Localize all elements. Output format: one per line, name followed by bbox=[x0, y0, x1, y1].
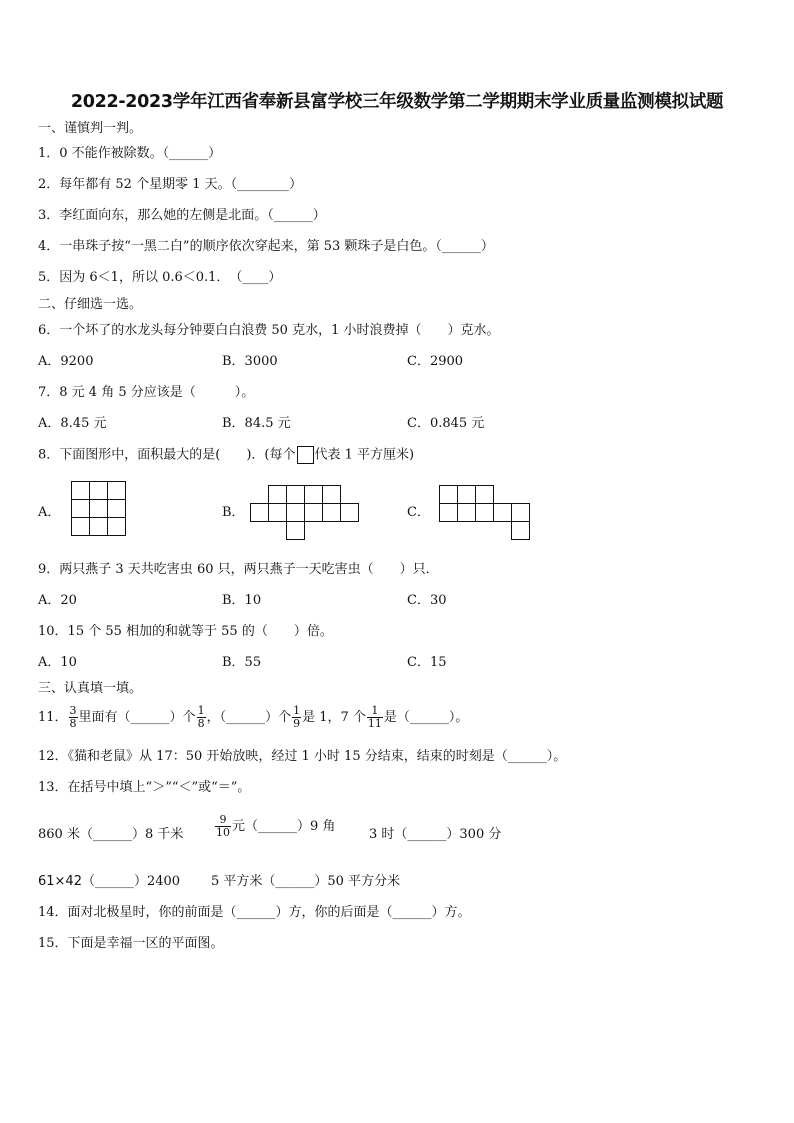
fraction-numerator: 1 bbox=[197, 704, 205, 717]
question-5: 5．因为 6＜1，所以 0.6＜0.1． （____） bbox=[38, 270, 282, 285]
q6-option-b: B．3000 bbox=[222, 354, 278, 369]
grid-cell bbox=[286, 485, 305, 504]
question-6: 6．一个坏了的水龙头每分钟要白白浪费 50 克水，1 小时浪费掉（ ）克水。 bbox=[38, 323, 500, 338]
fraction-numerator: 9 bbox=[215, 814, 231, 827]
grid-cell bbox=[511, 503, 530, 522]
q13-item-4 bbox=[38, 874, 180, 890]
grid-cell bbox=[250, 503, 269, 522]
q7-option-a: A．8.45 元 bbox=[38, 416, 107, 431]
q10-option-c: C．15 bbox=[407, 655, 447, 670]
q13-item-2-text: 元（______）9 角 bbox=[232, 819, 336, 834]
question-1: 1．0 不能作被除数。（______） bbox=[38, 146, 222, 161]
question-3: 3．李红面向东，那么她的左侧是北面。（______） bbox=[38, 208, 326, 223]
grid-cell bbox=[493, 503, 512, 522]
fraction-numerator: 1 bbox=[367, 705, 383, 718]
q13-item-4-text: （______）2400 bbox=[81, 874, 181, 889]
question-9: 9．两只燕子 3 天共吃害虫 60 只，两只燕子一天吃害虫（ ）只． bbox=[38, 562, 439, 577]
question-2: 2．每年都有 52 个星期零 1 天。（________） bbox=[38, 177, 303, 192]
grid-cell bbox=[107, 481, 126, 500]
grid-cell bbox=[107, 517, 126, 536]
grid-cell bbox=[322, 485, 341, 504]
fraction-1-9 bbox=[292, 705, 301, 730]
section-heading-1: 一、谨慎判一判。 bbox=[38, 121, 143, 136]
question-4: 4．一串珠子按“一黑二白”的顺序依次穿起来，第 53 颗珠子是白色。（______） bbox=[38, 239, 494, 254]
grid-cell bbox=[71, 517, 90, 536]
question-11 bbox=[38, 703, 468, 733]
fraction-numerator: 3 bbox=[69, 704, 77, 717]
q6-option-c: C．2900 bbox=[407, 354, 464, 369]
grid-cell bbox=[322, 503, 341, 522]
question-8 bbox=[38, 446, 414, 464]
grid-cell bbox=[107, 499, 126, 518]
unit-square-icon bbox=[297, 446, 314, 464]
q9-option-a: A．20 bbox=[38, 593, 77, 608]
section-heading-2: 二、仔细选一选。 bbox=[38, 297, 143, 312]
page-title: 2022-2023学年江西省奉新县富学校三年级数学第二学期期末学业质量监测模拟试题 bbox=[70, 92, 724, 112]
q8-label-b: B． bbox=[222, 505, 245, 520]
grid-cell bbox=[304, 503, 323, 522]
q9-option-b: B．10 bbox=[222, 593, 262, 608]
q13-item-3: 3 时（______）300 分 bbox=[369, 827, 502, 842]
grid-cell bbox=[475, 485, 494, 504]
grid-cell bbox=[268, 485, 287, 504]
question-10: 10．15 个 55 相加的和就等于 55 的（ ）倍。 bbox=[38, 624, 333, 639]
fraction-denominator: 11 bbox=[367, 717, 382, 730]
question-13: 13．在括号中填上“＞”“＜”或“＝”。 bbox=[38, 780, 251, 795]
question-12: 12．《猫和老鼠》从 17：50 开始放映，经过 1 小时 15 分结束，结束的时刻是（______）。 bbox=[38, 749, 567, 764]
grid-cell bbox=[268, 503, 287, 522]
section-heading-3: 三、认真填一填。 bbox=[38, 681, 143, 696]
q10-option-a: A．10 bbox=[38, 655, 77, 670]
q11-text-2: ，（______）个 bbox=[206, 710, 292, 725]
fraction-1-11 bbox=[367, 705, 383, 730]
fraction-denominator: 8 bbox=[69, 717, 77, 730]
q11-text-1: 里面有（______）个 bbox=[78, 710, 196, 725]
grid-cell bbox=[304, 485, 323, 504]
q7-option-b: B．84.5 元 bbox=[222, 416, 291, 431]
q10-option-b: B．55 bbox=[222, 655, 262, 670]
q8-label-a: A． bbox=[38, 505, 61, 520]
grid-cell bbox=[89, 481, 108, 500]
q9-option-c: C．30 bbox=[407, 593, 447, 608]
grid-cell bbox=[89, 499, 108, 518]
question-7: 7．8 元 4 角 5 分应该是（ ）。 bbox=[38, 385, 255, 400]
q11-text-4: 是（______）。 bbox=[383, 710, 469, 725]
q13-item-5: 5 平方米（______）50 平方分米 bbox=[211, 874, 401, 889]
q13-item-4-expression: 61×42 bbox=[38, 874, 82, 889]
q8-text-before: 8．下面图形中，面积最大的是( )．(每个 bbox=[38, 447, 296, 463]
q6-option-a: A．9200 bbox=[38, 354, 94, 369]
fraction-1-8 bbox=[197, 705, 206, 730]
fraction-9-10 bbox=[215, 814, 231, 839]
grid-cell bbox=[71, 499, 90, 518]
grid-cell bbox=[286, 521, 305, 540]
grid-cell bbox=[439, 503, 458, 522]
q11-text-3: 是 1，7 个 bbox=[302, 710, 366, 725]
grid-cell bbox=[511, 521, 530, 540]
grid-cell bbox=[457, 485, 476, 504]
grid-cell bbox=[89, 517, 108, 536]
fraction-denominator: 9 bbox=[293, 717, 301, 730]
grid-cell bbox=[475, 503, 494, 522]
grid-cell bbox=[340, 503, 359, 522]
grid-cell bbox=[439, 485, 458, 504]
q7-option-c: C．0.845 元 bbox=[407, 416, 485, 431]
q13-item-1: 860 米（______）8 千米 bbox=[38, 827, 184, 842]
question-15: 15．下面是幸福一区的平面图。 bbox=[38, 936, 224, 951]
grid-cell bbox=[71, 481, 90, 500]
q8-label-c: C． bbox=[407, 505, 430, 520]
grid-cell bbox=[286, 503, 305, 522]
fraction-3-8 bbox=[69, 705, 78, 730]
fraction-denominator: 10 bbox=[216, 826, 230, 839]
grid-cell bbox=[457, 503, 476, 522]
question-14: 14．面对北极星时，你的前面是（______）方，你的后面是（______）方。 bbox=[38, 905, 471, 920]
fraction-denominator: 8 bbox=[197, 717, 205, 730]
fraction-numerator: 1 bbox=[293, 704, 301, 717]
q13-item-2 bbox=[214, 812, 335, 842]
q11-prefix: 11． bbox=[38, 710, 68, 725]
q8-text-after: 代表 1 平方厘米) bbox=[314, 447, 415, 463]
